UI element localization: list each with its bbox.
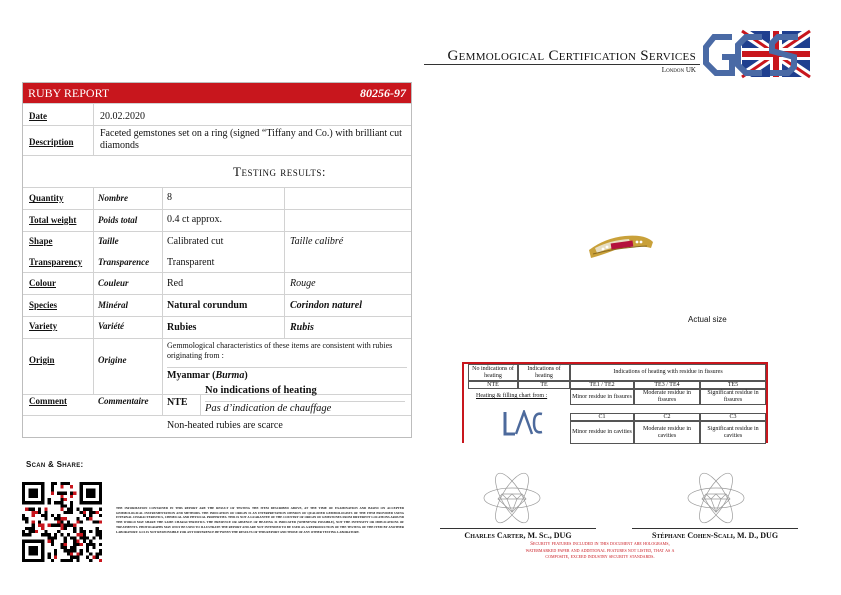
shape-label: Shape	[29, 236, 53, 246]
diamond-seal-icon	[684, 468, 748, 528]
shape-value: Calibrated cut	[167, 236, 224, 247]
date-label: Date	[29, 111, 47, 121]
right-signature-line	[632, 528, 798, 529]
code-te: TE	[518, 381, 570, 389]
species-label-fr: Minéral	[98, 300, 129, 310]
code-te3: TE3 / TE4	[634, 381, 700, 389]
description-label: Description	[29, 137, 74, 147]
species-value: Natural corundum	[167, 300, 248, 311]
colour-label: Colour	[29, 278, 56, 288]
chart-header-no-heat: No indications of heating	[468, 364, 518, 381]
origin-value-line: Myanmar (Burma)	[167, 367, 407, 381]
qr-code[interactable]	[22, 482, 102, 562]
gcs-logo-icon	[702, 29, 812, 79]
te3-desc: Moderate residue in fissures	[634, 389, 700, 405]
actual-size-caption: Actual size	[688, 315, 727, 324]
comment-code: NTE	[167, 397, 188, 408]
comment-en: No indications of heating	[205, 385, 317, 396]
diamond-seal-icon	[480, 468, 544, 528]
variety-value-fr: Rubis	[290, 322, 314, 333]
lfhc-logo	[502, 410, 544, 436]
comment-label: Comment	[29, 396, 67, 406]
left-hologram-seal	[480, 468, 544, 528]
lfhc-logo-icon	[502, 410, 544, 436]
origin-text: Gemmological characteristics of these items are consistent with rubies originating from :	[167, 341, 393, 360]
gcs-logo	[702, 29, 812, 79]
transparency-value: Transparent	[167, 257, 215, 268]
origin-label-fr: Origine	[98, 355, 127, 365]
total-weight-value: 0.4 ct approx.	[167, 214, 222, 225]
code-te1: TE1 / TE2	[570, 381, 634, 389]
left-signatory: Charles Carter, M. Sc., DUG	[464, 531, 572, 540]
variety-label-fr: Variété	[98, 321, 124, 331]
species-value-fr: Corindon naturel	[290, 300, 362, 311]
total-weight-label-fr: Poids total	[98, 215, 138, 225]
colour-label-fr: Couleur	[98, 278, 129, 288]
variety-value: Rubies	[167, 322, 197, 333]
scan-share-title: Scan & Share:	[26, 460, 84, 469]
quantity-label-fr: Nombre	[98, 193, 128, 203]
shape-label-fr: Taille	[98, 236, 119, 246]
right-hologram-seal	[684, 468, 748, 528]
origin-value: Myanmar	[167, 370, 210, 381]
variety-label: Variety	[29, 321, 58, 331]
header-divider	[424, 64, 700, 65]
legal-disclaimer: THE INFORMATION CONTAINED IN THIS REPORT ARE THE RESULT OF TESTING THE ITEM DESCRIBED ABOVE, AT THE TIME OF EXAMINATION AND BASED ON ACCEPTED GEMMOLOGICAL INSTRUMENTATION AND METHODS. THE INDICATION OF ORIGIN IS AN INTERPRETATION OPINION OF QUALIFIED GEMMOLOGISTS OF THE ITEM PROVIDED USING INTERNAL CHARACTERISTICS, CHEMICAL AND PHYSICAL PROPERTIES. THIS IS NOT A GUARANTEE OF THE COUNTRY OF ORIGIN OF GEMSTONES FROM DIFFERENT LOCATIONS AROUND THE WORLD MAY SHARE THE SAME CHARACTERISTICS. THE PRESENCE OR ABSENCE OF HEATING IS INDICATED (WHENEVER POSSIBLE), NOT THE INTENSITY OR IMPLICATIONS OF TREATMENTS. PHOTOGRAPHS MAY ONLY BE USED TO ILLUSTRATE THE REPORT AND ARE NOT INTENDED TO BE USED AS A REPRODUCTION OF THE TESTING OF THE ITEM BY ANOTHER LABORATORY. GCS IS NOT RESPONSIBLE FOR ANY DIFFERENCE BETWEEN THE RESULTS OF THIS REPORT AND THOSE OF ANY OTHER TESTING LABORATORY.	[116, 506, 404, 534]
security-notice: Security features included in this document are holograms, watermarked paper and additional features not listed, that as a composite, exceed industry security standards.	[525, 542, 675, 560]
report-number: 80256-97	[360, 85, 406, 100]
company-name: Gemmological Certification Services	[447, 48, 696, 64]
te1-desc: Minor residue in fissures	[570, 389, 634, 405]
code-te5: TE5	[700, 381, 766, 389]
report-table	[22, 82, 412, 438]
quantity-label: Quantity	[29, 193, 64, 203]
quantity-value: 8	[167, 192, 172, 203]
colour-value-fr: Rouge	[290, 278, 316, 289]
species-label: Species	[29, 300, 57, 310]
left-signature-line	[440, 528, 596, 529]
report-title: RUBY REPORT	[28, 85, 110, 100]
report-header	[23, 83, 411, 103]
colour-value: Red	[167, 278, 184, 289]
right-signatory: Stéphane Cohen-Scali, M. D., DUG	[651, 531, 779, 540]
code-c1: C1	[570, 413, 634, 421]
ring-photo	[585, 228, 657, 262]
description-value: Faceted gemstones set on a ring (signed “Tiffany and Co.) with brilliant cut diamonds	[100, 128, 402, 151]
qr-code-icon	[22, 482, 102, 562]
total-weight-label: Total weight	[29, 215, 77, 225]
c2-desc: Moderate residue in cavities	[634, 421, 700, 444]
heating-chart	[462, 362, 768, 443]
c3-desc: Significant residue in cavities	[700, 421, 766, 444]
company-location: London UK	[661, 66, 696, 74]
comment-fr-text: Pas d’indication de chauffage	[205, 401, 405, 414]
date-value: 20.02.2020	[100, 111, 145, 122]
comment-label-fr: Commentaire	[98, 396, 149, 406]
code-c3: C3	[700, 413, 766, 421]
code-c2: C2	[634, 413, 700, 421]
chart-header-residue: Indications of heating with residue in fissures	[570, 364, 766, 381]
c1-desc: Minor residue in cavities	[570, 421, 634, 444]
te5-desc: Significant residue in fissures	[700, 389, 766, 405]
origin-value-fr: Burma	[215, 370, 245, 381]
footer-note: Non-heated rubies are scarce	[167, 420, 283, 431]
shape-value-fr: Taille calibré	[290, 236, 344, 247]
chart-header-indications: Indications of heating	[518, 364, 570, 381]
origin-label: Origin	[29, 355, 55, 365]
code-nte: NTE	[468, 381, 518, 389]
report-grid	[23, 103, 411, 437]
transparency-label-fr: Transparence	[98, 257, 150, 267]
testing-results-title: Testing results:	[233, 164, 326, 179]
ring-image-icon	[585, 228, 657, 262]
chart-source-label: Heating & filling chart from :	[476, 393, 548, 399]
transparency-label: Transparency	[29, 257, 83, 267]
